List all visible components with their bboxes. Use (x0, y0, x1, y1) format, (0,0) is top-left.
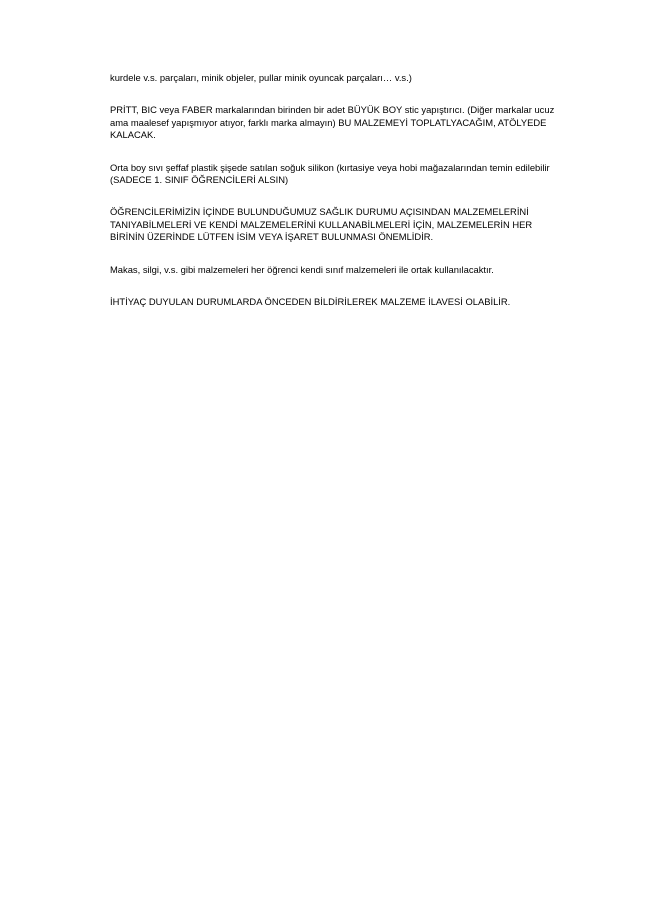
paragraph-shared-supplies (110, 264, 550, 276)
document-body (110, 72, 555, 328)
paragraph-glue-stick (110, 104, 555, 141)
paragraph-line: (SADECE 1. SINIF ÖĞRENCİLERİ ALSIN) (110, 174, 289, 186)
paragraph-materials-continuation (110, 72, 550, 84)
paragraph-line: kurdele v.s. parçaları, minik objeler, pullar minik oyuncak parçaları… v.s.) (110, 72, 412, 83)
paragraph-line: Makas, silgi, v.s. gibi malzemeleri her öğrenci kendi sınıf malzemeleri ile ortak kullanılacaktır. (110, 263, 494, 275)
paragraph-line: ama maalesef yapışmıyor atıyor, farklı marka almayın) BU MALZEMEYİ TOPLATLYACAĞIM, ATÖLYEDE (110, 116, 547, 128)
paragraph-line: ÖĞRENCİLERİMİZİN İÇİNDE BULUNDUĞUMUZ SAĞLIK DURUMU AÇISINDAN MALZEMELERİNİ (110, 206, 529, 218)
paragraph-line: Orta boy sıvı şeffaf plastik şişede satılan soğuk silikon (kırtasiye veya hobi mağazalarından temin edilebilir (110, 161, 550, 173)
paragraph-line: PRİTT, BIC veya FABER markalarından birinden bir adet BÜYÜK BOY stic yapıştırıcı. (Diğer markalar ucuz (110, 104, 555, 116)
paragraph-labeling-notice (110, 206, 550, 243)
paragraph-liquid-silicone (110, 162, 550, 187)
paragraph-additional-materials (110, 296, 550, 308)
paragraph-line: İHTİYAÇ DUYULAN DURUMLARDA ÖNCEDEN BİLDİRİLEREK MALZEME İLAVESİ OLABİLİR. (110, 296, 511, 308)
paragraph-line: TANIYABİLMELERİ VE KENDİ MALZEMELERİNİ KULLANABİLMELERİ İÇİN, MALZEMELERİN HER (110, 218, 533, 230)
paragraph-line: BİRİNİN ÜZERİNDE LÜTFEN İSİM VEYA İŞARET BULUNMASI ÖNEMLİDİR. (110, 231, 434, 243)
paragraph-line: KALACAK. (110, 129, 156, 141)
